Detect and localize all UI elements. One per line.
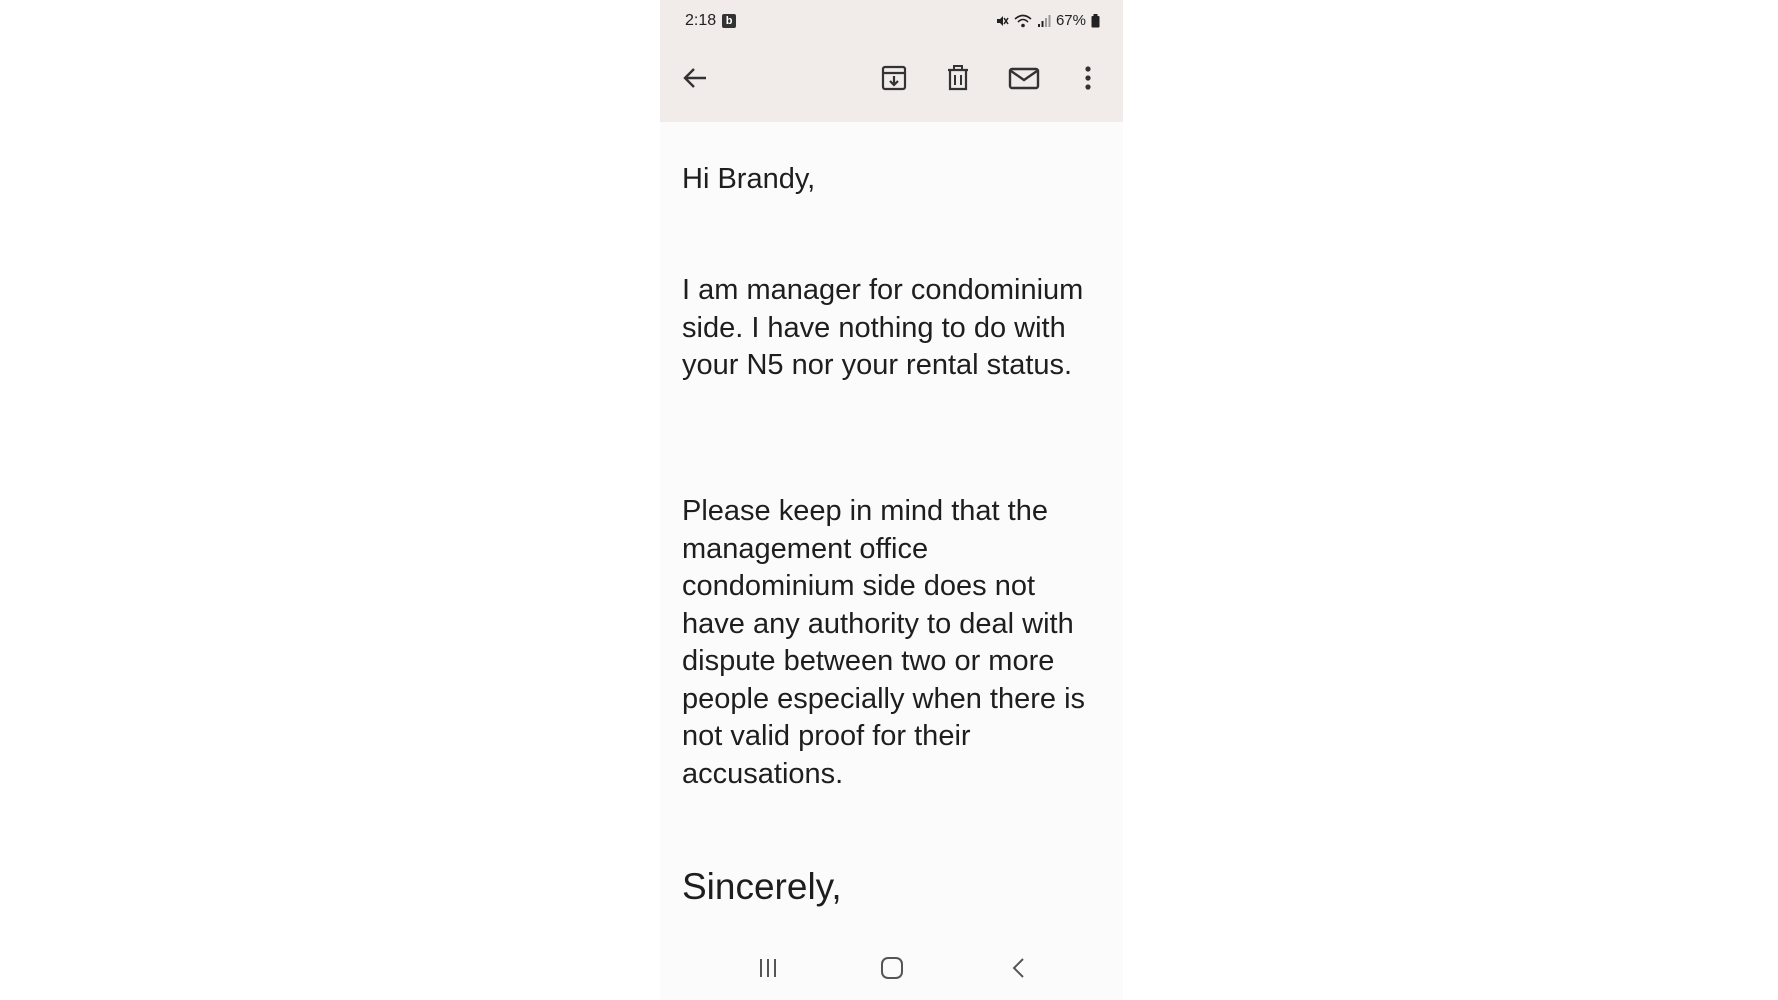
more-options-button[interactable] [1070, 60, 1106, 96]
back-button[interactable] [677, 60, 713, 96]
email-greeting: Hi Brandy, [682, 163, 816, 195]
status-bar-left [685, 12, 736, 30]
email-signoff: Sincerely, [682, 866, 842, 907]
status-time: 2:18 [685, 12, 717, 29]
archive-icon [880, 64, 908, 92]
system-back-button[interactable] [999, 950, 1039, 990]
recents-icon [756, 956, 780, 985]
more-vertical-icon [1083, 64, 1093, 92]
app-notification-icon: b [722, 14, 736, 28]
mark-unread-button[interactable] [1006, 60, 1042, 96]
top-app-bar [660, 0, 1123, 122]
archive-button[interactable] [876, 60, 912, 96]
battery-percent: 67% [1055, 12, 1086, 29]
wifi-icon [1014, 14, 1032, 28]
battery-icon [1091, 14, 1100, 28]
trash-icon [944, 64, 972, 92]
email-paragraph-2: Please keep in mind that the management office condominium side does not have any authority to deal with dispute between two or more people especially when there is not valid proof for their accusations. [682, 495, 1086, 790]
phone-screen [660, 0, 1123, 1000]
home-button[interactable] [872, 950, 912, 990]
back-chevron-icon [1007, 956, 1031, 985]
home-icon [879, 955, 905, 986]
back-arrow-icon [681, 64, 709, 92]
status-bar-right [995, 12, 1100, 29]
mute-icon [995, 14, 1009, 28]
mail-icon [1008, 64, 1040, 92]
signal-icon [1037, 14, 1051, 28]
email-paragraph-1: I am manager for condominium side. I have nothing to do with your N5 nor your rental status. [682, 274, 1084, 381]
delete-button[interactable] [940, 60, 976, 96]
system-nav-bar [660, 940, 1123, 1000]
recents-button[interactable] [748, 950, 788, 990]
